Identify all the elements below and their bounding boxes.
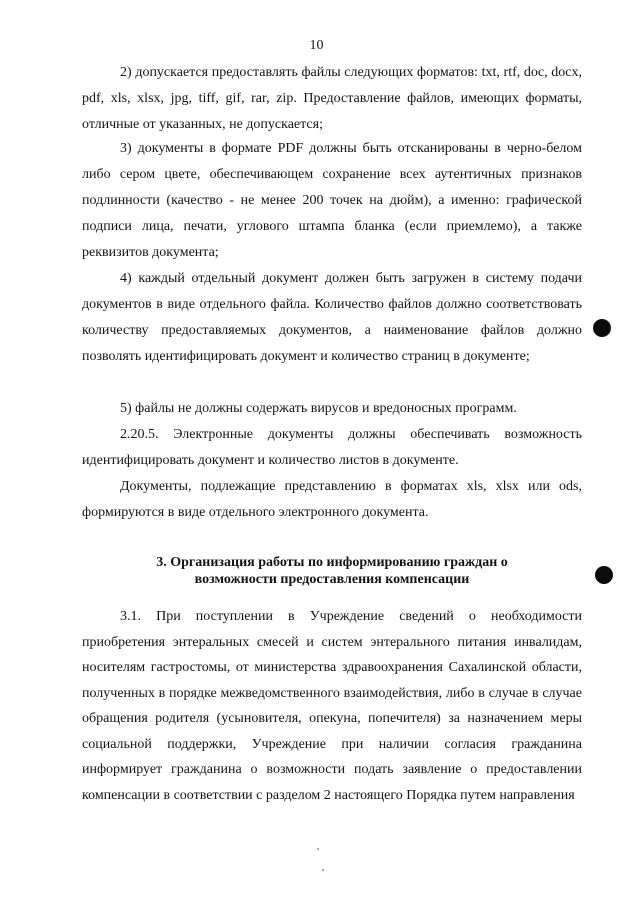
paragraph-text: 5) файлы не должны содержать вирусов и вредоносных программ. — [120, 401, 517, 416]
paragraph-item-2 — [82, 60, 582, 138]
paragraph-text: 2) допускается предоставлять файлы следующих форматов: txt, rtf, doc, docx, pdf, xls, xlsx, jpg, tiff, gif, rar, zip. Предоставление файлов, имеющих форматы, отличные от указанных, не допускается; — [82, 65, 582, 132]
binder-hole-top — [593, 319, 611, 337]
scan-speck — [322, 869, 324, 871]
section-heading-line-1: 3. Организация работы по информированию граждан о — [156, 555, 508, 570]
paragraph-item-3 — [82, 136, 582, 266]
paragraph-text: Документы, подлежащие представлению в форматах xls, xlsx или ods, формируются в виде отдельного электронного документа. — [82, 479, 582, 520]
paragraph-formats — [82, 474, 582, 526]
paragraph-text: 4) каждый отдельный документ должен быть загружен в систему подачи документов в виде отдельного файла. Количество файлов должно соответствовать количеству предоставляемых документов, а наименование файлов должно позволять идентифицировать документ и количество страниц в документе; — [82, 271, 582, 364]
section-heading-line-2: возможности предоставления компенсации — [194, 572, 470, 587]
section-heading — [82, 554, 582, 588]
scan-speck — [317, 848, 319, 850]
paragraph-text: 3.1. При поступлении в Учреждение сведений о необходимости приобретения энтеральных смесей и систем энтерального питания инвалидам, носителям гастростомы, от министерства здравоохранения Сахалинской области, полученных в порядке межведомственного взаимодействия, либо в случае в случае обращения родителя (усыновителя, опекуна, попечителя) за назначением меры социальной поддержки, Учреждение при наличии согласия гражданина информирует гражданина о возможности подать заявление о предоставлении компенсации в соответствии с разделом 2 настоящего Порядка путем направления — [82, 609, 582, 803]
paragraph-3-1 — [82, 604, 582, 808]
paragraph-text: 3) документы в формате PDF должны быть отсканированы в черно-белом либо сером цвете, обеспечивающем сохранение всех аутентичных признаков подлинности (качество - не менее 200 точек на дюйм), а именно: графической подписи лица, печати, углового штампа бланка (если приемлемо), а также реквизитов документа; — [82, 141, 582, 260]
paragraph-item-5 — [82, 396, 582, 422]
binder-hole-bottom — [595, 566, 613, 584]
paragraph-2-20-5 — [82, 422, 582, 474]
page-number: 10 — [309, 38, 324, 53]
paragraph-text: 2.20.5. Электронные документы должны обеспечивать возможность идентифицировать документ и количество листов в документе. — [82, 427, 582, 468]
paragraph-item-4 — [82, 266, 582, 370]
